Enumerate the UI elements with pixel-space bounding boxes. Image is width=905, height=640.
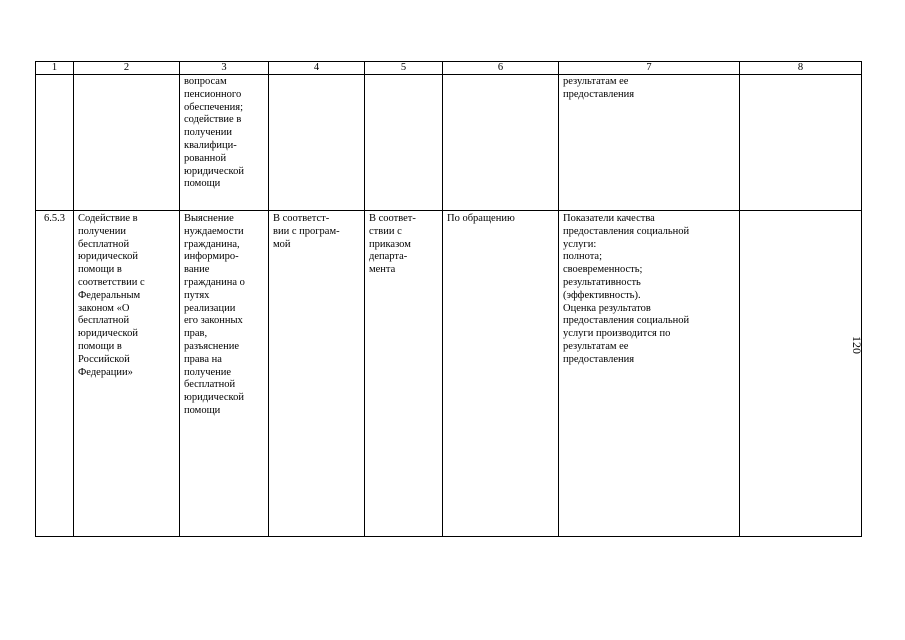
column-number-row	[36, 62, 862, 75]
table-cell	[443, 75, 559, 211]
column-number-header: 5	[365, 62, 443, 75]
table-cell	[74, 75, 180, 211]
service-quality-indicators: Показатели качества предоставления социальной услуги: полнота; своевременность; результативность (эффективность). Оценка результатов предоставления социальной услуги производится по результатам ее предоставления	[559, 211, 740, 537]
service-frequency: По обращению	[443, 211, 559, 537]
services-table	[35, 61, 862, 537]
column-number-header: 2	[74, 62, 180, 75]
page-number: 120	[850, 336, 864, 354]
column-number-header: 1	[36, 62, 74, 75]
column-number-header: 3	[180, 62, 269, 75]
table-cell	[36, 75, 74, 211]
continuation-row	[36, 75, 862, 211]
service-number: 6.5.3	[36, 211, 74, 537]
table-cell	[740, 75, 862, 211]
service-volume: В соответст- вии с програм- мой	[269, 211, 365, 537]
column-number-header: 7	[559, 62, 740, 75]
service-terms: В соответ- ствии с приказом департа- мента	[365, 211, 443, 537]
table-cell	[740, 211, 862, 537]
service-row-6-5-3	[36, 211, 862, 537]
service-description: Выяснение нуждаемости гражданина, информиро- вание гражданина о путях реализации его законных прав, разъяснение права на получение бесплатной юридической помощи	[180, 211, 269, 537]
table-cell: вопросам пенсионного обеспечения; содействие в получении квалифици- рованной юридической помощи	[180, 75, 269, 211]
column-number-header: 6	[443, 62, 559, 75]
table-cell	[269, 75, 365, 211]
table-cell: результатам ее предоставления	[559, 75, 740, 211]
column-number-header: 4	[269, 62, 365, 75]
table-cell	[365, 75, 443, 211]
service-name: Содействие в получении бесплатной юридической помощи в соответствии с Федеральным законом «О бесплатной юридической помощи в Российской Федерации»	[74, 211, 180, 537]
column-number-header: 8	[740, 62, 862, 75]
